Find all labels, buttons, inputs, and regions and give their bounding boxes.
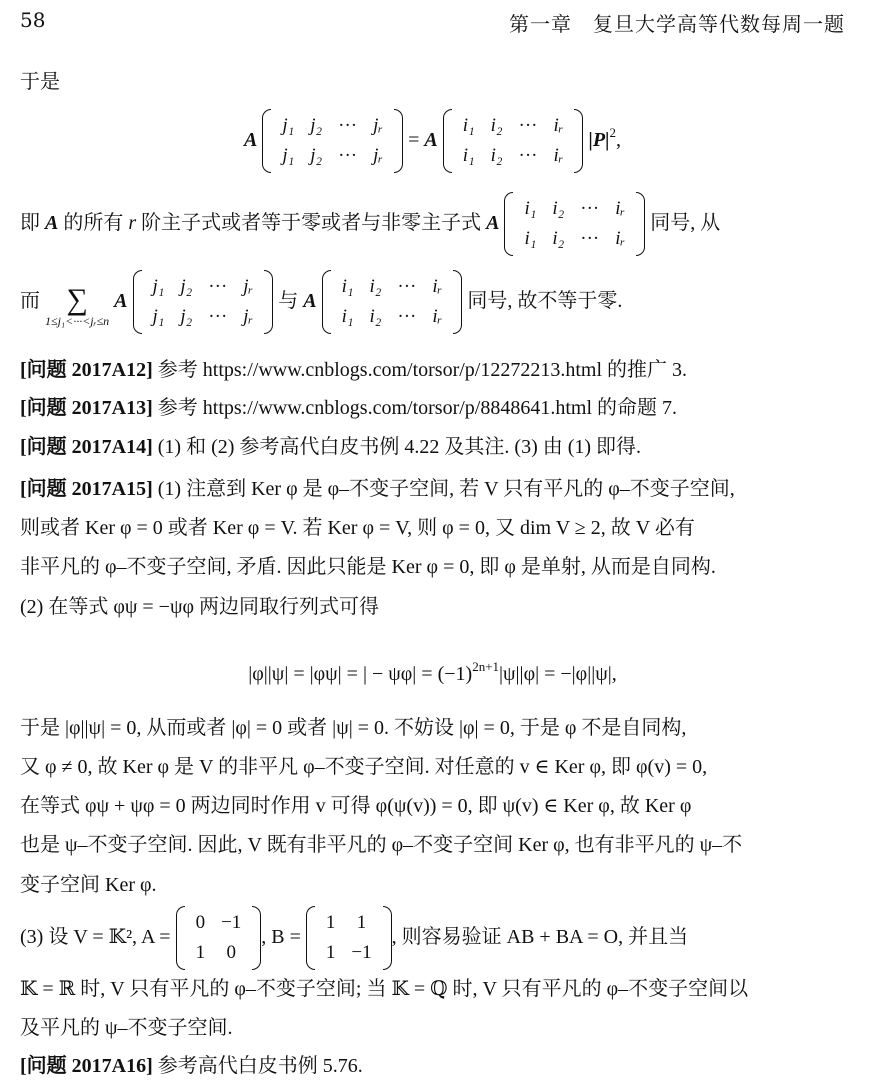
text-line: 于是 |φ||ψ| = 0, 从而或者 |φ| = 0 或者 |ψ| = 0. 不妨设 |φ| = 0, 于是 φ 不是自同构,	[20, 717, 687, 739]
text-line: 变子空间 Ker φ.	[20, 874, 157, 896]
problem-2017a15: [问题 2017A15] (1) 注意到 Ker φ 是 φ–不变子空间, 若 V 只有平凡的 φ–不变子空间,	[20, 478, 735, 500]
text-line: 而 ∑ 1≤j₁<···<jᵣ≤n A j₁ j₂ ··· jᵣ j₁ j₂ ··· jᵣ 与 A i₁ i₂ ··· iᵣ i₁ i₂ ··· iᵣ 同号, 故不等于零.	[20, 266, 845, 336]
problem-2017a13: [问题 2017A13] 参考 https://www.cnblogs.com/torsor/p/8848641.html 的命题 7.	[20, 397, 678, 419]
minor-matrix-j: j₁ j₂ ··· jᵣ j₁ j₂ ··· jᵣ	[133, 272, 274, 332]
text-line: 则或者 Ker φ = 0 或者 Ker φ = V. 若 Ker φ = V, 则 φ = 0, 又 dim V ≥ 2, 故 V 必有	[20, 517, 695, 539]
problem-2017a12: [问题 2017A12] 参考 https://www.cnblogs.com/torsor/p/12272213.html 的推广 3.	[20, 359, 688, 381]
text-line: 于是	[20, 69, 60, 93]
text-line: 也是 ψ–不变子空间. 因此, V 既有非平凡的 φ–不变子空间 Ker φ, 也有非平凡的 ψ–不	[20, 834, 743, 856]
text-line: 在等式 φψ + ψφ = 0 两边同时作用 v 可得 φ(ψ(v)) = 0, 即 ψ(v) ∈ Ker φ, 故 Ker φ	[20, 795, 692, 817]
problem-2017a14: [问题 2017A14] (1) 和 (2) 参考高代白皮书例 4.22 及其注. (3) 由 (1) 即得.	[20, 436, 642, 458]
text-line: 及平凡的 ψ–不变子空间.	[20, 1017, 233, 1039]
text-line: 𝕂 = ℝ 时, V 只有平凡的 φ–不变子空间; 当 𝕂 = ℚ 时, V 只有平凡的 φ–不变子空间以	[20, 978, 749, 1000]
text-line: (2) 在等式 φψ = −ψφ 两边同取行列式可得	[20, 596, 380, 618]
page-header	[20, 8, 845, 38]
minor-matrix-i: i₁ i₂ ··· iᵣ i₁ i₂ ··· iᵣ	[443, 111, 584, 171]
minor-matrix-i: i₁ i₂ ··· iᵣ i₁ i₂ ··· iᵣ	[322, 272, 463, 332]
text-line: 又 φ ≠ 0, 故 Ker φ 是 V 的非平凡 φ–不变子空间. 对任意的 v ∈ Ker φ, 即 φ(v) = 0,	[20, 756, 708, 778]
text-line: 非平凡的 φ–不变子空间, 矛盾. 因此只能是 Ker φ = 0, 即 φ 是单射, 从而是自同构.	[20, 556, 716, 578]
matrix-a: 0 −1 1 0	[176, 908, 262, 968]
minor-matrix-i: i₁ i₂ ··· iᵣ i₁ i₂ ··· iᵣ	[504, 194, 645, 254]
problem-2017a16: [问题 2017A16] 参考高代白皮书例 5.76.	[20, 1055, 363, 1077]
display-equation-1: A j₁ j₂ ··· jᵣ j₁ j₂ ··· jᵣ = A i₁ i₂ ··· iᵣ i₁ i₂ ··· iᵣ $|P|^2$,	[20, 100, 845, 173]
display-equation-2: |φ||ψ| = |φψ| = | − $\psi\varphi| = (-1)^{2n+1}|\psi||\varphi| = -|\varphi||\psi|$,	[248, 659, 617, 685]
text-line: 即 A 的所有 r 阶主子式或者等于零或者与非零主子式 A i₁ i₂ ··· iᵣ i₁ i₂ ··· iᵣ 同号, 从	[20, 190, 845, 256]
chapter-title: 第一章 复旦大学高等代数每周一题	[509, 12, 845, 36]
minor-matrix-j: j₁ j₂ ··· jᵣ j₁ j₂ ··· jᵣ	[262, 111, 403, 171]
matrix-b: 1 1 1 −1	[306, 908, 392, 968]
page-number: 58	[20, 8, 46, 32]
summation: ∑ 1≤j₁<···<jᵣ≤n	[45, 283, 110, 329]
text-line: (3) 设 V = 𝕂², A = 0 −1 1 0 , B = 1 1 1 −1 , 则容易验证 AB + BA = O, 并且当	[20, 904, 845, 970]
